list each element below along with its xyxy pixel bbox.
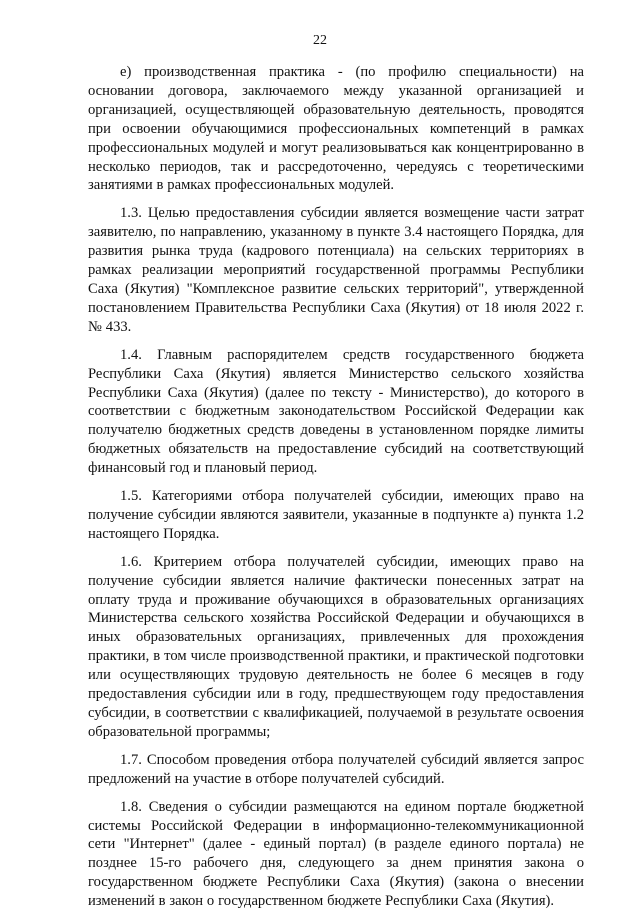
- paragraph-1-8-subsidy-information: 1.8. Сведения о субсидии размещаются на едином портале бюджетной системы Российской Федерации в информационно-телекоммуникационной сети "Интернет" (далее - единый портал) (в разделе единого портала) не позднее 15-го рабочего дня, следующего за днем принятия закона о государственном бюджете Республики Саха (Якутия) (закона о внесении изменений в закон о государственном бюджете Республики Саха (Якутия).: [88, 798, 584, 910]
- paragraph-1-6-selection-criterion: 1.6. Критерием отбора получателей субсидии, имеющих право на получение субсидии является наличие фактически понесенных затрат на оплату труда и проживание обучающихся в образовательных организациях Министерства сельского хозяйства Российской Федерации и обучающихся в иных образовательных организациях, привлеченных для прохождения практики, в том числе производственной практики, и практической подготовки или осуществляющих трудовую деятельность не более 6 месяцев в году предоставления субсидии или в году, предшествующем году предоставления субсидии, в соответствии с квалификацией, получаемой в результате освоения образовательной программы;: [88, 553, 584, 740]
- paragraph-1-4-chief-administrator: 1.4. Главным распорядителем средств государственного бюджета Республики Саха (Якутия) является Министерство сельского хозяйства Республики Саха (Якутия) (далее по тексту - Министерство), до которого в соответствии с бюджетным законодательством Российской Федерации как получателю бюджетных средств доведены в установленном порядке лимиты бюджетных обязательств на предоставление субсидий на соответствующий финансовый год и плановый период.: [88, 346, 584, 477]
- paragraph-e-industrial-practice: е) производственная практика - (по профилю специальности) на основании договора, заключаемого между указанной организацией и организацией, осуществляющей образовательную деятельность, проводятся при освоении обучающимися профессиональных компетенций в рамках профессиональных модулей и могут реализовываться как концентрированно в несколько периодов, так и рассредоточенно, чередуясь с теоретическими занятиями в рамках профессиональных модулей.: [88, 64, 584, 194]
- paragraph-1-7-selection-method: 1.7. Способом проведения отбора получателей субсидий является запрос предложений на участие в отборе получателей субсидий.: [88, 751, 584, 787]
- document-body: [88, 63, 584, 920]
- paragraph-1-3-subsidy-purpose: 1.3. Целью предоставления субсидии является возмещение части затрат заявителю, по направлению, указанному в пункте 3.4 настоящего Порядка, для развития рынка труда (кадрового потенциала) на сельских территориях в рамках реализации мероприятий государственной программы Республики Саха (Якутия) "Комплексное развитие сельских территорий", утвержденной постановлением Правительства Республики Саха (Якутия) от 18 июля 2022 г. № 433.: [88, 205, 584, 335]
- paragraph-1-5-selection-categories: 1.5. Категориями отбора получателей субсидии, имеющих право на получение субсидии являются заявители, указанные в подпункте а) пункта 1.2 настоящего Порядка.: [88, 488, 584, 542]
- page-number: 22: [313, 33, 327, 48]
